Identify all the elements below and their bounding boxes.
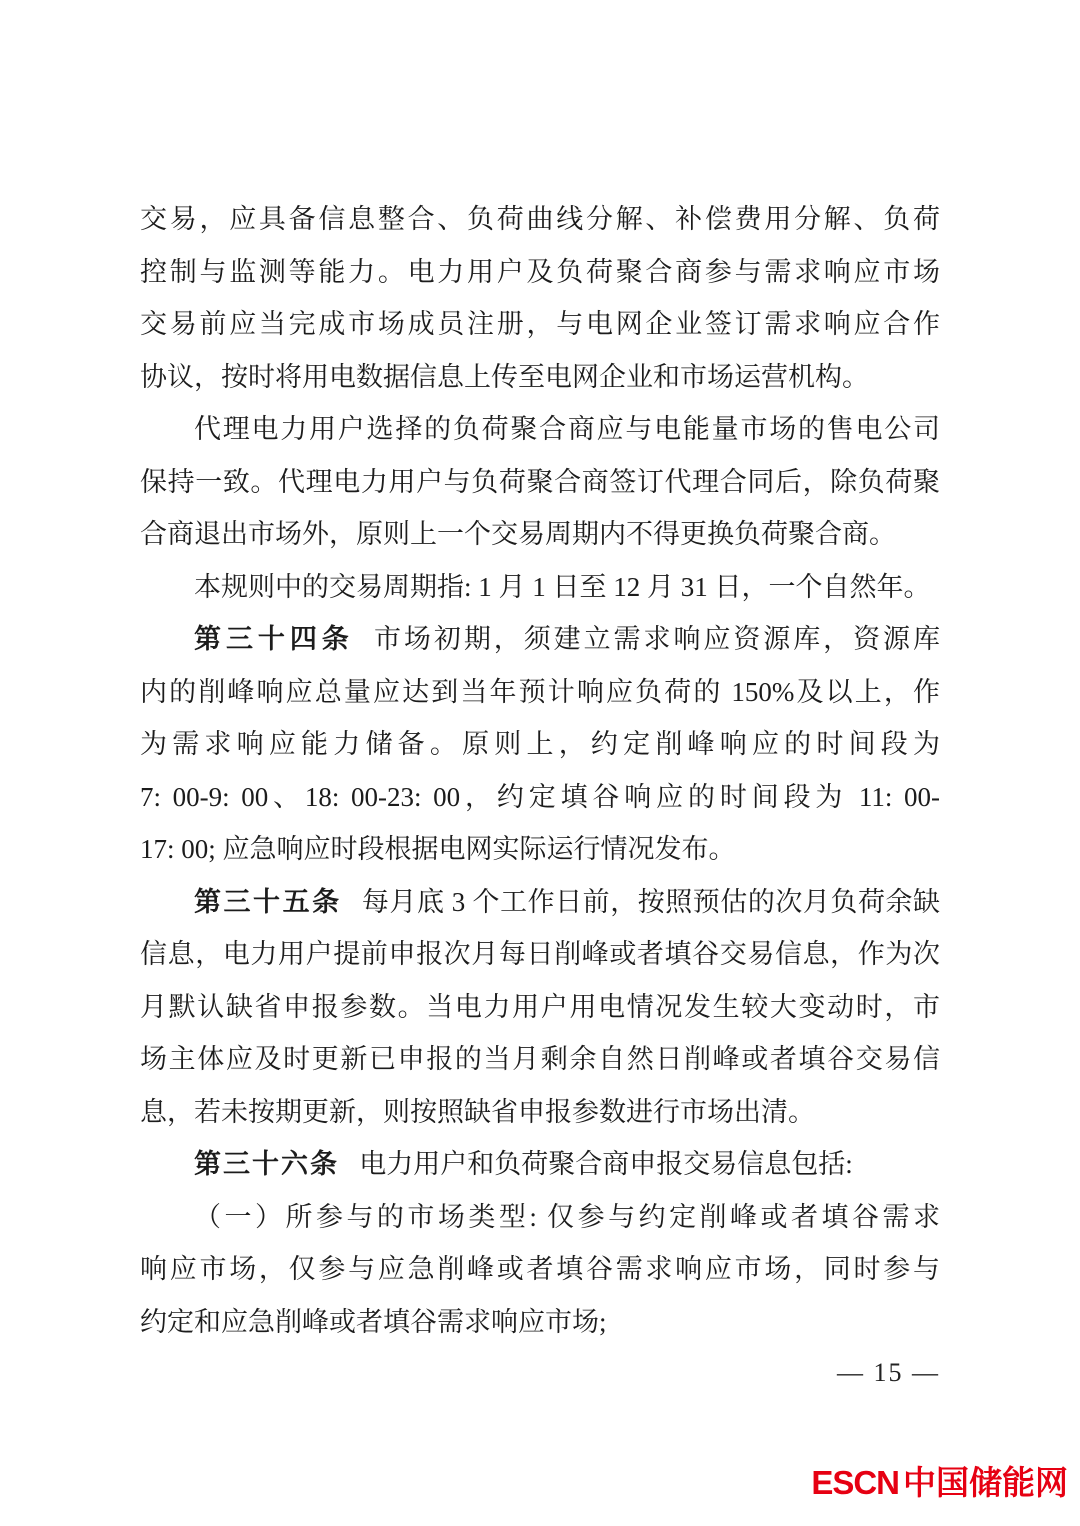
line-text: 协议，按时将用电数据信息上传至电网企业和市场运营机构。 xyxy=(140,361,869,392)
line-text: 约定和应急削峰或者填谷需求响应市场; xyxy=(140,1306,607,1337)
line-text: 合商退出市场外，原则上一个交易周期内不得更换负荷聚合商。 xyxy=(140,519,896,549)
article-number: 第三十六条 xyxy=(194,1149,339,1179)
line-text: 月默认缺省申报参数。当电力用户用电情况发生较大变动时，市 xyxy=(140,991,940,1022)
article-number: 第三十四条 xyxy=(194,624,354,654)
text-line xyxy=(140,508,940,561)
text-line xyxy=(140,1086,940,1139)
text-line xyxy=(140,876,940,929)
line-text: 每月底 3 个工作日前，按照预估的次月负荷余缺 xyxy=(361,886,940,917)
page-number: — 15 — xyxy=(837,1358,940,1387)
article-number: 第三十五条 xyxy=(194,886,342,917)
escn-watermark-logo xyxy=(811,1460,1068,1506)
document-body xyxy=(140,193,940,1348)
text-line xyxy=(140,298,940,351)
text-line xyxy=(140,351,940,404)
line-text: 响应市场，仅参与应急削峰或者填谷需求响应市场，同时参与 xyxy=(140,1254,940,1284)
line-text: 为需求响应能力储备。原则上，约定削峰响应的时间段为 xyxy=(140,729,940,759)
text-line xyxy=(140,928,940,981)
text-line xyxy=(140,193,940,246)
line-text: 息，若未按期更新，则按照缺省申报参数进行市场出清。 xyxy=(140,1096,815,1127)
text-line xyxy=(140,456,940,509)
line-text: 内的削峰响应总量应达到当年预计响应负荷的 150%及以上，作 xyxy=(140,676,940,707)
text-line xyxy=(140,1296,940,1349)
text-line xyxy=(140,561,940,614)
text-line xyxy=(140,666,940,719)
line-text: 控制与监测等能力。电力用户及负荷聚合商参与需求响应市场 xyxy=(140,256,940,287)
text-line xyxy=(140,981,940,1034)
line-text: 交易，应具备信息整合、负荷曲线分解、补偿费用分解、负荷 xyxy=(140,204,940,234)
logo-text-latin: ESCN xyxy=(811,1464,899,1501)
line-text: 场主体应及时更新已申报的当月剩余自然日削峰或者填谷交易信 xyxy=(140,1044,940,1074)
line-text: 保持一致。代理电力用户与负荷聚合商签订代理合同后，除负荷聚 xyxy=(140,466,940,497)
line-text: （一）所参与的市场类型: 仅参与约定削峰或者填谷需求 xyxy=(194,1201,940,1232)
line-text: 本规则中的交易周期指: 1 月 1 日至 12 月 31 日，一个自然年。 xyxy=(194,571,931,602)
text-line xyxy=(140,613,940,666)
text-line xyxy=(140,1243,940,1296)
line-text: 信息，电力用户提前申报次月每日削峰或者填谷交易信息，作为次 xyxy=(140,939,940,969)
text-line xyxy=(140,403,940,456)
text-line xyxy=(140,771,940,824)
text-line xyxy=(140,246,940,299)
text-line xyxy=(140,823,940,876)
line-text: 电力用户和负荷聚合商申报交易信息包括: xyxy=(359,1149,853,1179)
text-line xyxy=(140,1191,940,1244)
line-text: 代理电力用户选择的负荷聚合商应与电能量市场的售电公司 xyxy=(194,414,940,444)
line-text: 市场初期，须建立需求响应资源库，资源库 xyxy=(373,624,940,654)
text-line xyxy=(140,1033,940,1086)
text-line xyxy=(140,1138,940,1191)
line-text: 17: 00; 应急响应时段根据电网实际运行情况发布。 xyxy=(140,834,736,864)
logo-text-cjk: 中国储能网 xyxy=(903,1464,1068,1501)
line-text: 交易前应当完成市场成员注册，与电网企业签订需求响应合作 xyxy=(140,309,940,339)
text-line xyxy=(140,718,940,771)
line-text: 7: 00-9: 00、18: 00-23: 00，约定填谷响应的时间段为 11: 00- xyxy=(140,781,940,812)
